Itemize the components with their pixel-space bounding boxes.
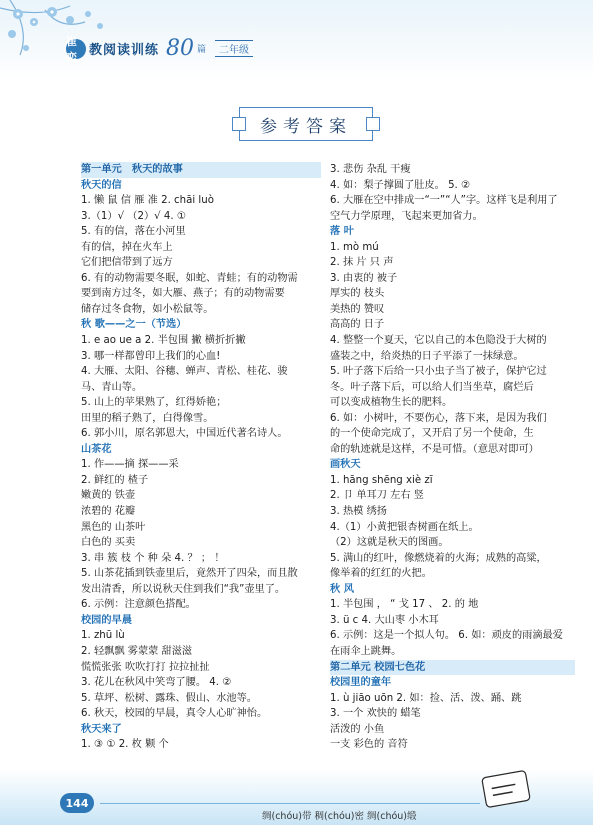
right-answer-line: 3. ü c 4. 大山枣 小木耳 [330, 614, 439, 626]
left-answer-line: 田里的稻子熟了，白得像雪。 [81, 412, 214, 424]
left-answer-line: 它们把信带到了远方 [81, 257, 173, 269]
right-answer-line: 可以变成植物生长的肥料。 [330, 397, 453, 409]
right-answer-line: 3. 由衷的 被子 [330, 272, 398, 284]
book-unit: 篇 [197, 45, 207, 55]
left-answer-line: 发出清香，所以说秋天住到我们“我”壶里了。 [81, 583, 286, 595]
right-answer-line: 画秋天 [330, 459, 361, 471]
left-answer-line: 要到南方过冬，如大雁、燕子；有的动物需要 [81, 288, 285, 300]
right-answer-line: 盛装之中，给炎热的日子平添了一抹绿意。 [330, 350, 524, 362]
right-answer-line: 1. 半包围 ， “ 戈 17 、 2. 的 地 [330, 599, 479, 611]
left-answer-line: 嫩黄的 铁壶 [81, 490, 136, 502]
left-answer-line: 马、青山等。 [81, 381, 143, 393]
left-answer-line: 6. 秋天，校园的早晨，真令人心旷神怡。 [81, 708, 268, 720]
left-column [81, 162, 321, 753]
left-answer-line: 2. 轻飘飘 雾蒙蒙 甜滋滋 [81, 645, 193, 657]
right-answer-line: 在雨伞上跳舞。 [330, 645, 402, 657]
right-answer-line: 美热的 赞叹 [330, 303, 385, 315]
left-answer-line: 3.（1）√ （2）√ 4. ① [81, 210, 186, 222]
right-answer-line: 1. mò mú [330, 241, 379, 253]
right-answer-line: 高高的 日子 [330, 319, 385, 331]
right-answer-line: 5. 叶子落下后给一只小虫子当了被子，保护它过 [330, 366, 547, 378]
right-answer-line: 2. 卩 单耳刀 左右 竖 [330, 490, 424, 502]
left-answer-line: 校园的早晨 [81, 614, 132, 626]
right-answer-line: 空气力学原理，飞起来更加省力。 [330, 210, 483, 222]
left-answer-line: 山茶花 [81, 443, 112, 455]
watermark-stamp-icon [470, 766, 540, 810]
left-answer-line: 4. 大雁、太阳、谷穗、蝉声、青松、桂花、骏 [81, 366, 288, 378]
left-answer-line: 1. 懒 鼠 信 雁 准 2. chāi luò [81, 195, 214, 207]
page-number: 144 [60, 793, 94, 813]
right-answer-line: 6. 示例：这是一个拟人句。 6. 如：顽皮的雨滴最爱 [330, 630, 563, 642]
left-answer-line: 6. 郭小川，原名郭恩大，中国近代著名诗人。 [81, 428, 288, 440]
left-answer-line: 6. 示例：注意颜色搭配。 [81, 599, 196, 611]
right-answer-line: 3. 悲伤 杂乱 干瘦 [330, 164, 411, 175]
left-answer-line: 5. 草坪、松树、露珠、假山、水池等。 [81, 692, 257, 704]
right-answer-line: 的一个使命完成了，又开启了另一个使命，生 [330, 428, 534, 440]
book-brand [66, 34, 253, 64]
left-answer-line: 第一单元 秋天的故事 [81, 162, 321, 178]
left-answer-line: 3. 哪一样都曾印上我们的心血! [81, 350, 221, 362]
right-answer-line: 4.（1）小黄把银杏树画在纸上。 [330, 521, 479, 533]
right-answer-line: （2）这就是秋天的图画。 [330, 537, 449, 549]
left-answer-line: 秋天来了 [81, 723, 122, 735]
right-answer-line: 1. ù jiāo uōn 2. 如：捡、活、泼、踊、跳 [330, 692, 522, 704]
left-answer-line: 3. 串 簇 枝 个 种 朵 4. ？ ； ！ [81, 552, 225, 564]
right-answer-line: 厚实的 枝头 [330, 288, 385, 300]
page-header [0, 0, 593, 80]
footer-divider [100, 803, 480, 804]
right-answer-line: 像举着的红红的火把。 [330, 568, 432, 580]
left-answer-line: 黑色的 山茶叶 [81, 521, 146, 533]
right-answer-line: 落 叶 [330, 226, 354, 238]
answer-banner: 参考答案 [239, 107, 373, 141]
right-answer-line: 第二单元 校园七色花 [330, 660, 575, 676]
left-answer-line: 2. 鲜红的 楂子 [81, 474, 149, 486]
right-answer-line: 3. 一个 欢快的 蜡笔 [330, 708, 421, 720]
right-answer-line: 1. hāng shēng xiè zī [330, 474, 433, 486]
right-answer-line: 3. 热模 绣扬 [330, 506, 387, 518]
right-answer-line: 秋 风 [330, 583, 354, 595]
right-answer-line: 冬。叶子落下后，可以给人们当坐草，腐烂后 [330, 381, 534, 393]
left-answer-line: 5. 山上的苹果熟了，红得娇艳； [81, 397, 227, 409]
right-answer-line: 2. 抹 片 只 声 [330, 257, 394, 269]
left-answer-line: 秋天的信 [81, 179, 122, 191]
left-answer-line: 6. 有的动物需要冬眠，如蛇、青蛙；有的动物需 [81, 272, 298, 284]
right-answer-line: 4. 整整一个夏天，它以自己的本色隐没于大树的 [330, 335, 547, 347]
left-answer-line: 5. 有的信，落在小河里 [81, 226, 186, 238]
right-answer-line: 6. 如：小树叶，不要伤心，落下来，是因为我们 [330, 412, 547, 424]
right-answer-line: 一支 彩色的 音符 [330, 739, 408, 751]
right-answer-line: 4. 如：梨子撑圆了肚皮。 5. ② [330, 179, 471, 191]
brand-logo: 崔峦 [66, 39, 86, 59]
left-answer-line: 1. zhū lù [81, 630, 125, 642]
grade-label: 二年级 [215, 40, 253, 57]
right-answer-line: 5. 满山的红叶，像燃烧着的火海；成熟的高粱， [330, 552, 547, 564]
left-answer-line: 白色的 买卖 [81, 537, 136, 549]
right-answer-line: 活泼的 小鱼 [330, 723, 385, 735]
right-answer-line: 校园里的童年 [330, 677, 392, 689]
right-answer-line: 命的轨迹就是这样，不是可惜。（意思对即可） [330, 443, 539, 455]
left-answer-line: 秋 歌——之一（节选） [81, 319, 187, 331]
left-answer-line: 有的信，掉在火车上 [81, 241, 173, 253]
book-title: 教阅读训练 [89, 43, 160, 58]
left-answer-line: 慌慌张张 吹吹打打 拉拉扯扯 [81, 661, 210, 673]
left-answer-line: 1. e ao ue a 2. 半包围 撇 横折折撇 [81, 335, 246, 347]
left-answer-line: 1. 作——摘 探——采 [81, 459, 179, 471]
book-number: 80 [166, 36, 195, 61]
left-answer-line: 浓碧的 花瓣 [81, 506, 136, 518]
left-answer-line: 5. 山茶花插到铁壶里后，竟然开了四朵，而且散 [81, 568, 298, 580]
left-answer-line: 储存过冬食物，如小松鼠等。 [81, 303, 214, 315]
footer-note: 绸(chóu)带 稠(chóu)密 绸(chóu)缎 [262, 811, 417, 822]
right-answer-line: 6. 大雁在空中排成一“一”“人”字。这样飞是利用了 [330, 195, 558, 207]
left-answer-line: 3. 花儿在秋风中笑弯了腰。 4. ② [81, 677, 232, 689]
right-column [330, 162, 575, 753]
left-answer-line: 1. ③ ① 2. 枚 颗 个 [81, 739, 169, 751]
